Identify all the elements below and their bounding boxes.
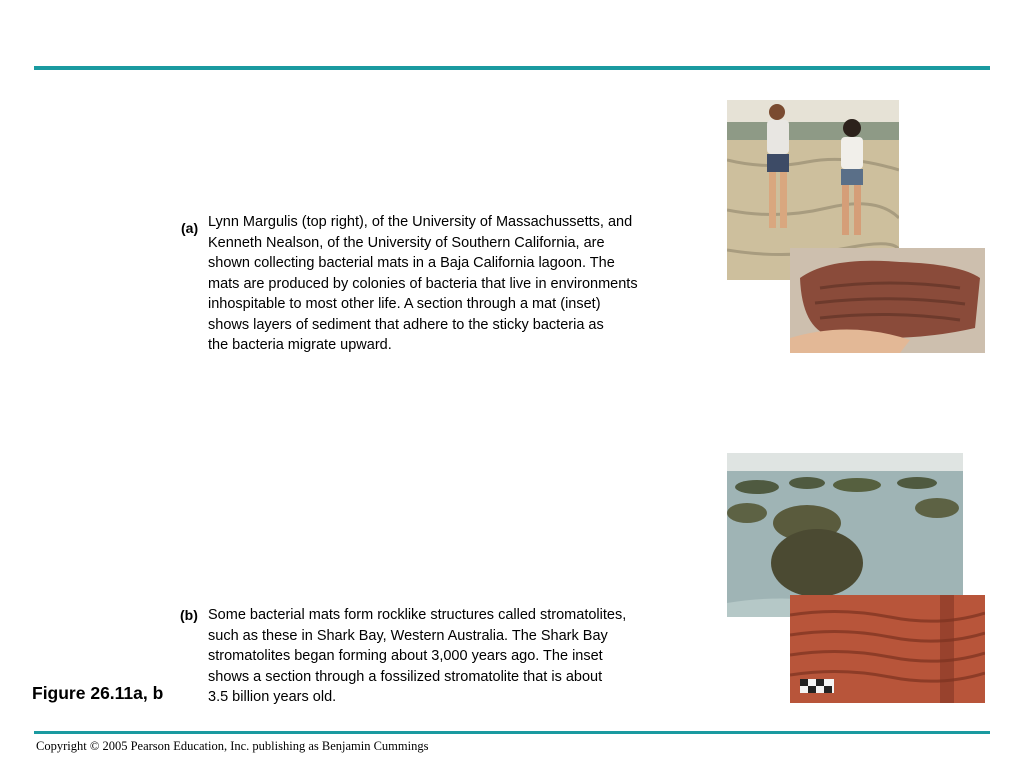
- stromatolites-photo: [727, 453, 963, 617]
- part-b-label: (b): [180, 607, 198, 623]
- figure-label: Figure 26.11a, b: [32, 683, 164, 703]
- part-a-label: (a): [181, 220, 199, 236]
- part-a-caption: Lynn Margulis (top right), of the University of Massachussetts, and Kenneth Nealson, of the University of Southern California, are shown collecting bacterial mats in a Baja California lagoon. The mats are produced by colonies of bacteria that live in environments inhospitable to most other life. A section through a mat (inset) shows layers of sediment that adhere to the sticky bacteria as the bacteria migrate upward.: [208, 214, 638, 353]
- fossil-stromatolite-inset-photo: [790, 595, 985, 703]
- bottom-divider: [34, 731, 990, 734]
- bacterial-mat-inset-photo: [790, 248, 985, 353]
- top-divider: [34, 66, 990, 70]
- copyright-notice: Copyright © 2005 Pearson Education, Inc. publishing as Benjamin Cummings: [36, 739, 429, 753]
- part-b-caption: Some bacterial mats form rocklike structures called stromatolites, such as these in Shark Bay, Western Australia. The Shark Bay stromatolites began forming about 3,000 years ago. The inset shows a section through a fossilized stromatolite that is about 3.5 billion years old.: [208, 607, 627, 705]
